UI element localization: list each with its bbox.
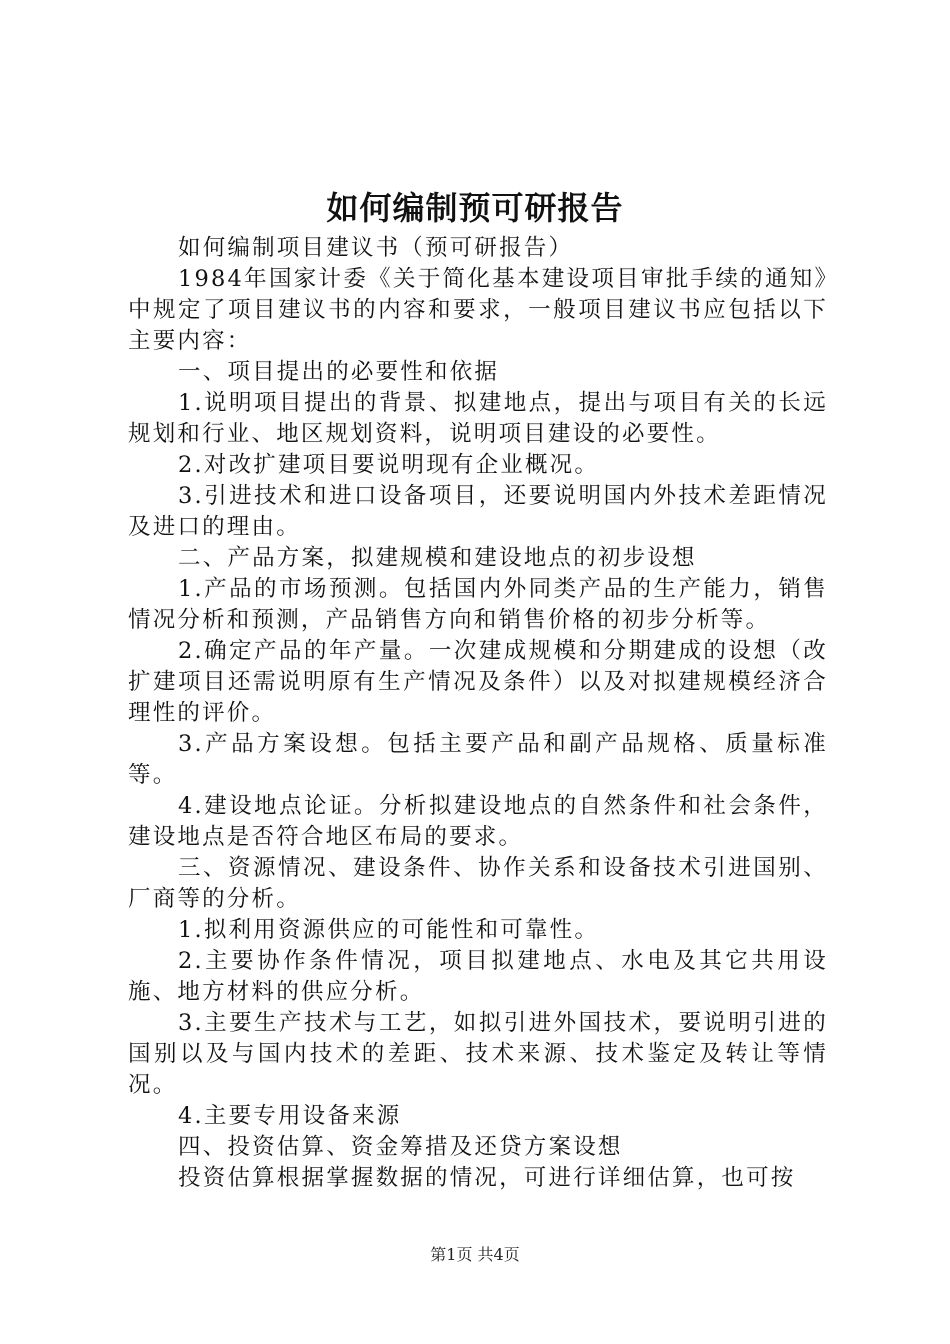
paragraph: 1.产品的市场预测。包括国内外同类产品的生产能力，销售情况分析和预测，产品销售方向和销售价格的初步分析等。 (128, 576, 828, 633)
section-heading: 一、项目提出的必要性和依据 (178, 359, 500, 385)
paragraph: 2.对改扩建项目要说明现有企业概况。 (178, 452, 600, 478)
document-title: 如何编制预可研报告 (326, 189, 624, 227)
section-heading: 四、投资估算、资金筹措及还贷方案设想 (178, 1134, 623, 1160)
paragraph: 投资估算根据掌握数据的情况，可进行详细估算，也可按 (178, 1165, 796, 1191)
paragraph: 3.主要生产技术与工艺，如拟引进外国技术，要说明引进的国别以及与国内技术的差距、技术来源、技术鉴定及转让等情况。 (128, 1010, 828, 1098)
paragraph: 2.确定产品的年产量。一次建成规模和分期建成的设想（改扩建项目还需说明原有生产情况及条件）以及对拟建规模经济合理性的评价。 (128, 638, 828, 726)
paragraph: 如何编制项目建议书（预可研报告） (178, 235, 574, 261)
paragraph: 2.主要协作条件情况，项目拟建地点、水电及其它共用设施、地方材料的供应分析。 (128, 948, 828, 1005)
paragraph: 1.说明项目提出的背景、拟建地点，提出与项目有关的长远规划和行业、地区规划资料，说明项目建设的必要性。 (128, 390, 828, 447)
paragraph: 1984年国家计委《关于简化基本建设项目审批手续的通知》中规定了项目建议书的内容和要求，一般项目建议书应包括以下主要内容： (128, 266, 828, 354)
paragraph: 1.拟利用资源供应的可能性和可靠性。 (178, 917, 600, 943)
document-body (128, 233, 828, 1194)
paragraph: 3.产品方案设想。包括主要产品和副产品规格、质量标准等。 (128, 731, 828, 788)
paragraph: 4.建设地点论证。分析拟建设地点的自然条件和社会条件，建设地点是否符合地区布局的要求。 (128, 793, 828, 850)
paragraph: 4.主要专用设备来源 (178, 1103, 402, 1129)
section-heading: 三、资源情况、建设条件、协作关系和设备技术引进国别、厂商等的分析。 (128, 855, 828, 912)
page-footer: 第1页 共4页 (430, 1245, 520, 1264)
section-heading: 二、产品方案，拟建规模和建设地点的初步设想 (178, 545, 697, 571)
paragraph: 3.引进技术和进口设备项目，还要说明国内外技术差距情况及进口的理由。 (128, 483, 828, 540)
